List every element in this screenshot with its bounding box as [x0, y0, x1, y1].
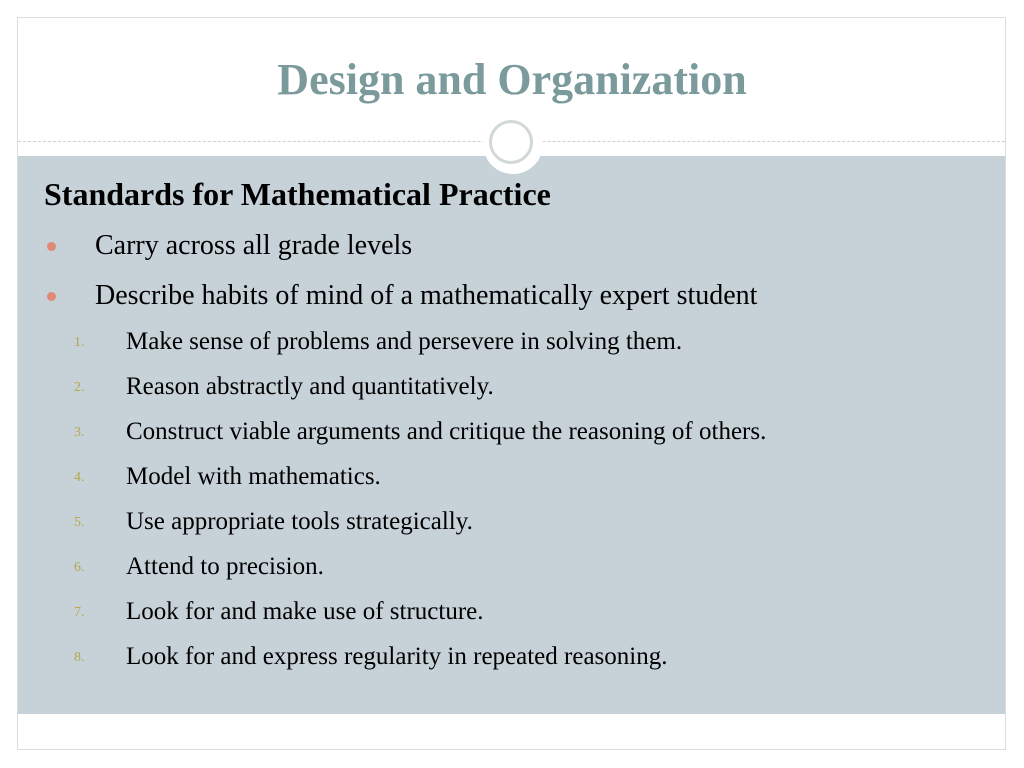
bullet-text: Carry across all grade levels	[95, 230, 413, 261]
practice-item-1	[74, 324, 994, 360]
section-heading: Standards for Mathematical Practice	[44, 176, 551, 212]
list-number: 1.	[74, 335, 85, 350]
bullet-item	[44, 276, 984, 316]
list-number: 3.	[74, 425, 85, 440]
list-number: 8.	[74, 650, 85, 665]
bullet-text: Describe habits of mind of a mathematically expert student	[95, 280, 758, 311]
practice-item-4	[74, 459, 994, 495]
practice-text: Make sense of problems and persevere in solving them.	[126, 328, 683, 355]
practice-text: Use appropriate tools strategically.	[126, 508, 473, 535]
list-number: 5.	[74, 515, 85, 530]
practice-item-5	[74, 504, 994, 540]
practice-text: Model with mathematics.	[126, 463, 381, 490]
list-number: 7.	[74, 605, 85, 620]
practice-text: Reason abstractly and quantitatively.	[126, 373, 494, 400]
practice-item-8	[74, 639, 994, 675]
practice-text: Attend to precision.	[126, 553, 324, 580]
list-number: 6.	[74, 560, 85, 575]
slide-title: Design and Organization	[277, 55, 747, 104]
practice-item-6	[74, 549, 994, 585]
list-number: 4.	[74, 470, 85, 485]
practice-item-2	[74, 369, 994, 405]
practice-text: Look for and make use of structure.	[126, 598, 484, 625]
bullet-item	[44, 226, 984, 266]
practice-text: Look for and express regularity in repeated reasoning.	[126, 643, 668, 670]
list-number: 2.	[74, 380, 85, 395]
bullet-dot-icon	[47, 292, 56, 301]
practice-item-7	[74, 594, 994, 630]
practice-text: Construct viable arguments and critique the reasoning of others.	[126, 418, 767, 445]
circle-ring-icon	[489, 120, 533, 164]
practice-item-3	[74, 414, 994, 450]
bullet-dot-icon	[47, 242, 56, 251]
